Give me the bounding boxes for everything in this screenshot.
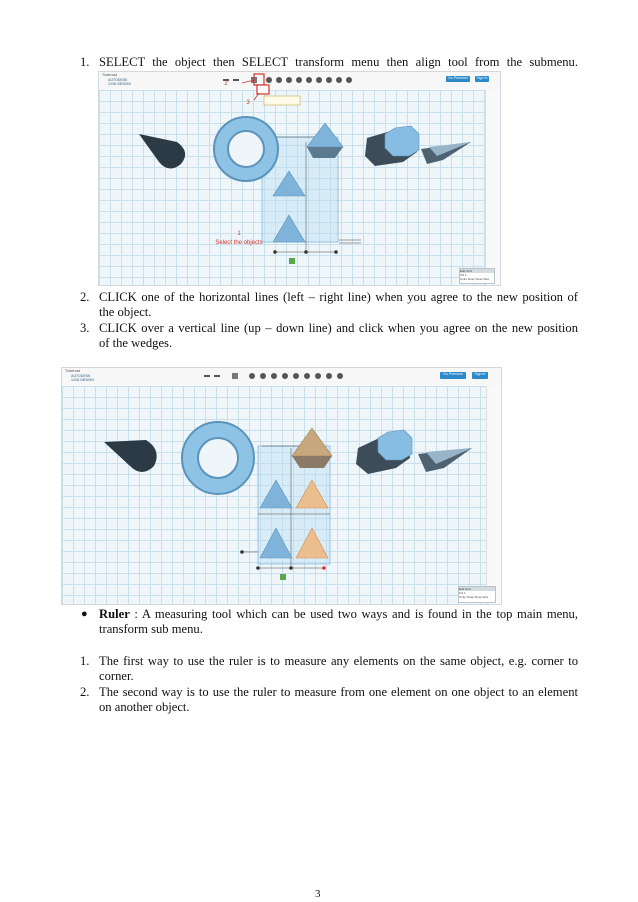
cone-shape-2	[104, 440, 157, 472]
transform-menu-highlight	[254, 74, 264, 85]
step-2-number: 2.	[80, 290, 90, 304]
ruler-text-line-1: Ruler : A measuring tool which can be used two ways and is found in the top main menu,	[99, 607, 578, 621]
step-3-text-line-1: CLICK over a vertical line (up – down line) and click when you agree on the new position	[99, 321, 578, 335]
app-logo: AUTODESK 123D DESIGN	[108, 78, 131, 86]
app-title: Tinkercad	[102, 73, 118, 77]
ruler-step-1-line-1: The first way to use the ruler is to measure any elements on the same object, e.g. corner to	[99, 654, 578, 668]
scene-objects-2[interactable]	[62, 368, 501, 604]
step-3-text-line-2: of the wedges.	[99, 336, 173, 350]
go-premium-button-2[interactable]: Go Premium	[440, 372, 466, 379]
ruler-text-line-2: transform sub menu.	[99, 622, 203, 636]
screenshot-align-tool	[98, 71, 501, 286]
sign-in-button-2[interactable]: Sign In	[472, 372, 488, 379]
align-tool-highlight	[257, 85, 269, 94]
annotation-step-2: 2	[224, 81, 228, 87]
annotation-select-objects: Select the objects	[215, 240, 263, 246]
step-1-text: SELECT the object then SELECT transform menu then align tool from the submenu.	[99, 55, 578, 69]
ruler-step-2-line-2: on another object.	[99, 700, 190, 714]
step-2-text-line-2: the object.	[99, 305, 152, 319]
ruler-step-1-number: 1.	[80, 654, 90, 668]
screenshot-align-result	[61, 367, 502, 605]
app-title-2: Tinkercad	[65, 369, 81, 373]
step-1-number: 1.	[80, 55, 90, 69]
annotation-step-3: 3	[246, 100, 250, 106]
go-premium-button[interactable]: Go Premium	[446, 76, 470, 82]
scene-objects[interactable]	[99, 72, 500, 285]
annotation-step-1-number: 1	[237, 231, 241, 237]
step-2-text-line-1: CLICK one of the horizontal lines (left – right line) when you agree to the new position of	[99, 290, 578, 304]
edit-grid-panel[interactable]: Edit Grid 0.5 1 Units Snap Snap Size	[459, 268, 495, 284]
ruler-bullet: ●	[81, 608, 88, 620]
app-logo-2: AUTODESK 123D DESIGN	[71, 374, 94, 382]
ruler-step-2-number: 2.	[80, 685, 90, 699]
ruler-step-2-line-1: The second way is to use the ruler to measure from one element on one object to an element	[99, 685, 578, 699]
pyramid-top	[307, 123, 343, 147]
ruler-step-1-line-2: corner.	[99, 669, 134, 683]
pyramid-top-2	[292, 428, 332, 456]
ruler-term: Ruler	[99, 607, 130, 621]
page-number: 3	[315, 888, 321, 900]
cone-shape	[139, 134, 185, 169]
edit-grid-panel-2[interactable]: Edit Grid 0.5 1 Units Snap Snap Size	[458, 586, 496, 603]
step-3-number: 3.	[80, 321, 90, 335]
align-tooltip	[264, 96, 300, 105]
sign-in-button[interactable]: Sign In	[476, 76, 488, 80]
